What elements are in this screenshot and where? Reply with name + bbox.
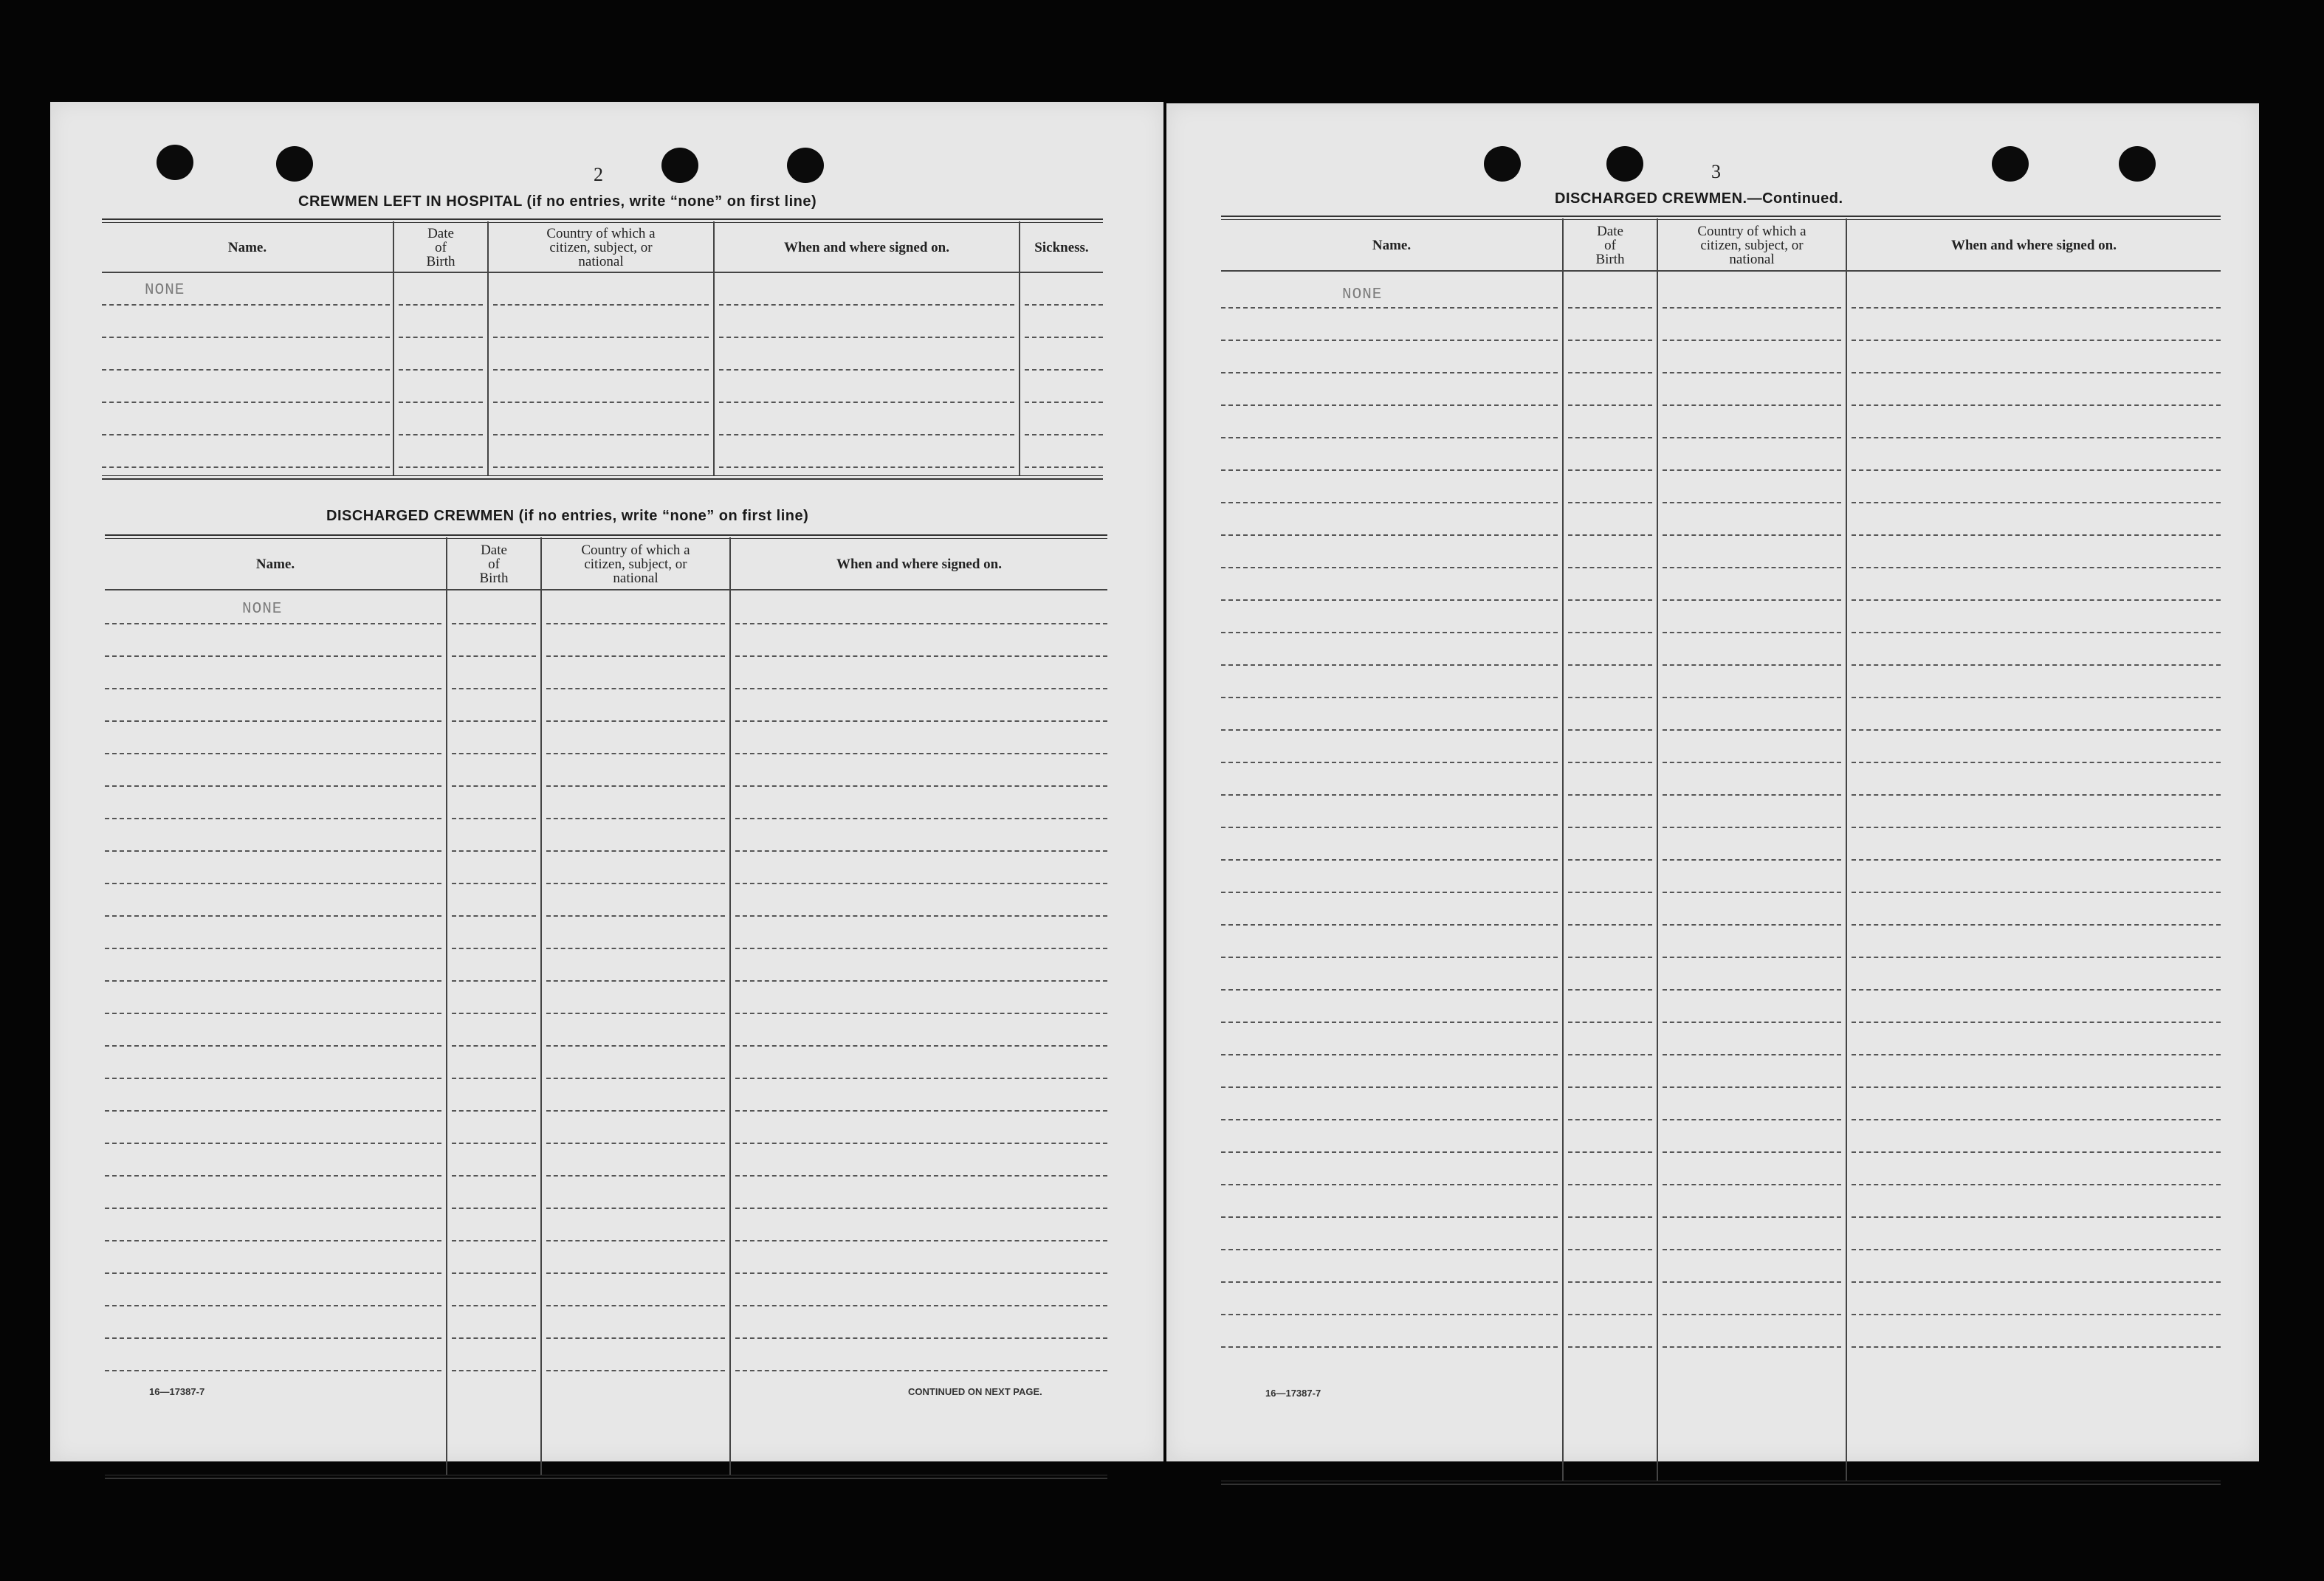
entry-line — [546, 720, 725, 722]
entry-line — [1663, 762, 1841, 763]
entry-line — [452, 785, 536, 787]
entry-line — [105, 785, 441, 787]
entry-line — [1663, 1151, 1841, 1153]
entry-line — [452, 623, 536, 624]
entry-line — [1663, 469, 1841, 471]
entry-line — [1852, 1119, 2221, 1120]
entry-line — [1221, 340, 1558, 341]
entry-line — [546, 980, 725, 982]
entry-line — [1568, 534, 1652, 536]
entry-line — [1663, 1249, 1841, 1250]
entry-line — [1663, 1314, 1841, 1315]
entry-line — [546, 688, 725, 689]
entry-line — [719, 466, 1014, 468]
column-header-date-of-birth: Date of Birth — [426, 225, 455, 269]
entry-line — [546, 1240, 725, 1241]
entry-line — [105, 1208, 441, 1209]
entry-line — [1568, 827, 1652, 828]
entry-line — [735, 688, 1107, 689]
entry-line — [452, 980, 536, 982]
entry-line — [1852, 567, 2221, 568]
entry-line — [1852, 1314, 2221, 1315]
entry-line — [719, 402, 1014, 403]
column-header-date-of-birth: Date of Birth — [1595, 223, 1625, 267]
entry-line — [1852, 1184, 2221, 1185]
entry-line — [1852, 437, 2221, 438]
punch-hole — [1992, 146, 2029, 182]
discharged-section-title: DISCHARGED CREWMEN (if no entries, write “none” on first line) — [326, 508, 809, 524]
entry-line — [1663, 924, 1841, 926]
column-header-signed-on: When and where signed on. — [783, 239, 949, 255]
entry-line — [1663, 372, 1841, 373]
entry-line — [1852, 534, 2221, 536]
entry-line — [1221, 502, 1558, 503]
entry-line — [1221, 794, 1558, 796]
entry-line — [1025, 304, 1103, 306]
entry-line — [735, 753, 1107, 754]
discharged-table — [105, 534, 1107, 1481]
entry-line — [546, 1370, 725, 1371]
entry-line — [105, 1110, 441, 1112]
entry-line — [1025, 466, 1103, 468]
entry-line — [1663, 502, 1841, 503]
column-header-date-of-birth: Date of Birth — [479, 542, 509, 586]
entry-line — [1663, 1216, 1841, 1218]
entry-line — [735, 915, 1107, 917]
entry-line — [735, 1078, 1107, 1079]
entry-line — [735, 883, 1107, 884]
left-page — [50, 102, 1163, 1461]
first-entry-none: NONE — [1342, 286, 1383, 303]
entry-line — [105, 623, 441, 624]
entry-line — [735, 1305, 1107, 1306]
entry-line — [1568, 372, 1652, 373]
entry-line — [1568, 1184, 1652, 1185]
entry-line — [1568, 664, 1652, 666]
entry-line — [1221, 729, 1558, 731]
entry-line — [1663, 989, 1841, 991]
entry-line — [1568, 1022, 1652, 1023]
entry-line — [546, 1305, 725, 1306]
entry-line — [735, 623, 1107, 624]
entry-line — [399, 369, 483, 371]
entry-line — [1663, 697, 1841, 698]
entry-line — [1852, 989, 2221, 991]
entry-line — [1852, 892, 2221, 893]
entry-line — [1568, 1281, 1652, 1283]
hospital-section-title: CREWMEN LEFT IN HOSPITAL (if no entries, write “none” on first line) — [298, 193, 817, 210]
entry-line — [1663, 1054, 1841, 1055]
entry-line — [452, 1110, 536, 1112]
entry-line — [452, 1370, 536, 1371]
entry-line — [1568, 794, 1652, 796]
entry-line — [1663, 340, 1841, 341]
entry-line — [546, 623, 725, 624]
entry-line — [105, 1013, 441, 1014]
punch-hole — [1606, 146, 1643, 182]
continued-note: CONTINUED ON NEXT PAGE. — [908, 1386, 1042, 1397]
entry-line — [452, 1143, 536, 1144]
entry-line — [1568, 632, 1652, 633]
entry-line — [1568, 892, 1652, 893]
punch-hole — [157, 145, 193, 180]
entry-line — [546, 1013, 725, 1014]
entry-line — [1221, 1022, 1558, 1023]
entry-line — [1221, 989, 1558, 991]
entry-line — [1568, 1054, 1652, 1055]
entry-line — [399, 434, 483, 435]
entry-line — [1025, 402, 1103, 403]
entry-line — [1852, 340, 2221, 341]
entry-line — [1221, 599, 1558, 601]
entry-line — [735, 1337, 1107, 1339]
entry-line — [1852, 1249, 2221, 1250]
entry-line — [546, 1208, 725, 1209]
entry-line — [105, 915, 441, 917]
hospital-table — [102, 218, 1103, 481]
entry-line — [452, 850, 536, 852]
entry-line — [1663, 1086, 1841, 1088]
entry-line — [546, 785, 725, 787]
page-number: 3 — [1711, 161, 1721, 182]
entry-line — [452, 1175, 536, 1177]
entry-line — [735, 1370, 1107, 1371]
entry-line — [493, 337, 709, 338]
entry-line — [1568, 762, 1652, 763]
entry-line — [102, 369, 390, 371]
entry-line — [546, 1110, 725, 1112]
entry-line — [1221, 762, 1558, 763]
entry-line — [1221, 892, 1558, 893]
entry-line — [1852, 469, 2221, 471]
entry-line — [1221, 469, 1558, 471]
entry-line — [1663, 404, 1841, 406]
entry-line — [1852, 827, 2221, 828]
entry-line — [1663, 307, 1841, 309]
entry-line — [105, 883, 441, 884]
entry-line — [452, 1208, 536, 1209]
entry-line — [105, 980, 441, 982]
entry-line — [493, 466, 709, 468]
entry-line — [546, 948, 725, 949]
punch-hole — [661, 148, 698, 183]
entry-line — [399, 304, 483, 306]
entry-line — [1221, 534, 1558, 536]
column-header-country: Country of which a citizen, subject, or national — [581, 542, 690, 586]
entry-line — [105, 1240, 441, 1241]
entry-line — [452, 1078, 536, 1079]
entry-line — [1852, 859, 2221, 861]
page-number: 2 — [594, 164, 603, 185]
entry-line — [102, 466, 390, 468]
entry-line — [1221, 957, 1558, 958]
entry-line — [1568, 859, 1652, 861]
column-header-country: Country of which a citizen, subject, or national — [546, 225, 656, 269]
entry-line — [735, 1143, 1107, 1144]
column-header-name: Name. — [255, 556, 295, 572]
entry-line — [735, 1240, 1107, 1241]
entry-line — [1221, 1086, 1558, 1088]
entry-line — [105, 1370, 441, 1371]
entry-line — [1852, 1346, 2221, 1348]
entry-line — [1221, 697, 1558, 698]
entry-line — [1852, 762, 2221, 763]
entry-line — [1663, 1119, 1841, 1120]
entry-line — [1221, 859, 1558, 861]
entry-line — [546, 1175, 725, 1177]
entry-line — [102, 304, 390, 306]
punch-hole — [276, 146, 313, 182]
column-header-name: Name. — [1372, 237, 1412, 253]
entry-line — [1663, 794, 1841, 796]
entry-line — [1852, 1054, 2221, 1055]
entry-line — [735, 1208, 1107, 1209]
entry-line — [1025, 434, 1103, 435]
entry-line — [735, 818, 1107, 819]
entry-line — [1852, 729, 2221, 731]
entry-line — [102, 337, 390, 338]
entry-line — [1852, 632, 2221, 633]
entry-line — [105, 818, 441, 819]
entry-line — [1568, 340, 1652, 341]
entry-line — [1568, 1249, 1652, 1250]
first-entry-none: NONE — [242, 601, 283, 618]
entry-line — [735, 980, 1107, 982]
entry-line — [1221, 1314, 1558, 1315]
entry-line — [1663, 567, 1841, 568]
entry-line — [105, 1272, 441, 1274]
entry-line — [1221, 1119, 1558, 1120]
entry-line — [1221, 827, 1558, 828]
entry-line — [452, 1305, 536, 1306]
column-header-name: Name. — [227, 239, 267, 255]
entry-line — [1852, 697, 2221, 698]
entry-line — [1221, 924, 1558, 926]
entry-line — [1221, 632, 1558, 633]
entry-line — [452, 1013, 536, 1014]
entry-line — [102, 402, 390, 403]
right-page — [1166, 103, 2259, 1461]
entry-line — [735, 948, 1107, 949]
entry-line — [1663, 1022, 1841, 1023]
form-number: 16—17387-7 — [1265, 1388, 1321, 1399]
entry-line — [546, 883, 725, 884]
entry-line — [105, 655, 441, 657]
entry-line — [105, 1143, 441, 1144]
entry-line — [719, 337, 1014, 338]
entry-line — [1852, 664, 2221, 666]
entry-line — [105, 1045, 441, 1047]
entry-line — [105, 1305, 441, 1306]
entry-line — [105, 1078, 441, 1079]
entry-line — [1852, 1216, 2221, 1218]
entry-line — [399, 402, 483, 403]
entry-line — [1852, 1151, 2221, 1153]
entry-line — [493, 402, 709, 403]
punch-hole — [787, 148, 824, 183]
entry-line — [1221, 307, 1558, 309]
entry-line — [546, 850, 725, 852]
entry-line — [546, 915, 725, 917]
entry-line — [1221, 1249, 1558, 1250]
entry-line — [1568, 1151, 1652, 1153]
entry-line — [452, 1045, 536, 1047]
entry-line — [1852, 502, 2221, 503]
entry-line — [493, 434, 709, 435]
entry-line — [1221, 1184, 1558, 1185]
entry-line — [735, 785, 1107, 787]
entry-line — [452, 818, 536, 819]
entry-line — [1568, 437, 1652, 438]
entry-line — [1221, 1281, 1558, 1283]
entry-line — [546, 655, 725, 657]
form-number: 16—17387-7 — [149, 1386, 205, 1397]
entry-line — [1663, 1346, 1841, 1348]
entry-line — [719, 434, 1014, 435]
entry-line — [1663, 1281, 1841, 1283]
entry-line — [1221, 1151, 1558, 1153]
column-header-signed-on: When and where signed on. — [836, 556, 1002, 572]
entry-line — [1852, 372, 2221, 373]
entry-line — [452, 883, 536, 884]
entry-line — [1568, 957, 1652, 958]
entry-line — [105, 688, 441, 689]
entry-line — [735, 720, 1107, 722]
entry-line — [1852, 1281, 2221, 1283]
entry-line — [1221, 404, 1558, 406]
entry-line — [1852, 1022, 2221, 1023]
entry-line — [546, 1078, 725, 1079]
entry-line — [1221, 1346, 1558, 1348]
entry-line — [1568, 1119, 1652, 1120]
entry-line — [1852, 794, 2221, 796]
entry-line — [1221, 437, 1558, 438]
entry-line — [1568, 599, 1652, 601]
entry-line — [1568, 307, 1652, 309]
entry-line — [1663, 957, 1841, 958]
entry-line — [546, 1143, 725, 1144]
entry-line — [452, 1272, 536, 1274]
first-entry-none: NONE — [145, 282, 185, 299]
entry-line — [1568, 697, 1652, 698]
entry-line — [1663, 859, 1841, 861]
entry-line — [1663, 664, 1841, 666]
entry-line — [1568, 1314, 1652, 1315]
entry-line — [546, 753, 725, 754]
entry-line — [1568, 404, 1652, 406]
entry-line — [1852, 404, 2221, 406]
entry-line — [452, 1240, 536, 1241]
entry-line — [735, 655, 1107, 657]
entry-line — [452, 720, 536, 722]
entry-line — [1025, 369, 1103, 371]
entry-line — [1568, 502, 1652, 503]
entry-line — [1568, 729, 1652, 731]
discharged-continued-title: DISCHARGED CREWMEN.—Continued. — [1555, 190, 1843, 207]
entry-line — [735, 1272, 1107, 1274]
entry-line — [1852, 924, 2221, 926]
entry-line — [1568, 469, 1652, 471]
entry-line — [1663, 599, 1841, 601]
column-header-country: Country of which a citizen, subject, or national — [1697, 223, 1806, 267]
entry-line — [493, 304, 709, 306]
entry-line — [719, 369, 1014, 371]
entry-line — [735, 1110, 1107, 1112]
entry-line — [546, 1337, 725, 1339]
entry-line — [1663, 827, 1841, 828]
entry-line — [1221, 1216, 1558, 1218]
entry-line — [105, 753, 441, 754]
entry-line — [452, 948, 536, 949]
entry-line — [452, 1337, 536, 1339]
entry-line — [1663, 1184, 1841, 1185]
entry-line — [1221, 567, 1558, 568]
entry-line — [1025, 337, 1103, 338]
entry-line — [105, 948, 441, 949]
entry-line — [1663, 729, 1841, 731]
column-header-signed-on: When and where signed on. — [1950, 237, 2117, 253]
entry-line — [1663, 632, 1841, 633]
punch-hole — [1484, 146, 1521, 182]
entry-line — [735, 1175, 1107, 1177]
entry-line — [735, 1045, 1107, 1047]
entry-line — [1568, 567, 1652, 568]
entry-line — [452, 915, 536, 917]
entry-line — [1221, 664, 1558, 666]
entry-line — [452, 688, 536, 689]
entry-line — [105, 1175, 441, 1177]
entry-line — [719, 304, 1014, 306]
entry-line — [1221, 372, 1558, 373]
discharged-continued-table — [1221, 216, 2221, 1487]
entry-line — [105, 1337, 441, 1339]
entry-line — [1852, 599, 2221, 601]
entry-line — [1663, 437, 1841, 438]
entry-line — [452, 753, 536, 754]
entry-line — [1221, 1054, 1558, 1055]
entry-line — [546, 1272, 725, 1274]
entry-line — [546, 1045, 725, 1047]
entry-line — [1852, 1086, 2221, 1088]
entry-line — [1568, 1216, 1652, 1218]
entry-line — [1568, 989, 1652, 991]
entry-line — [452, 655, 536, 657]
entry-line — [735, 1013, 1107, 1014]
entry-line — [399, 466, 483, 468]
entry-line — [1663, 534, 1841, 536]
entry-line — [1568, 1346, 1652, 1348]
entry-line — [105, 720, 441, 722]
entry-line — [1663, 892, 1841, 893]
entry-line — [735, 850, 1107, 852]
entry-line — [399, 337, 483, 338]
punch-hole — [2119, 146, 2156, 182]
entry-line — [546, 818, 725, 819]
entry-line — [1568, 924, 1652, 926]
entry-line — [493, 369, 709, 371]
entry-line — [105, 850, 441, 852]
column-header-sickness: Sickness. — [1034, 239, 1089, 255]
entry-line — [1852, 307, 2221, 309]
entry-line — [102, 434, 390, 435]
entry-line — [1568, 1086, 1652, 1088]
entry-line — [1852, 957, 2221, 958]
